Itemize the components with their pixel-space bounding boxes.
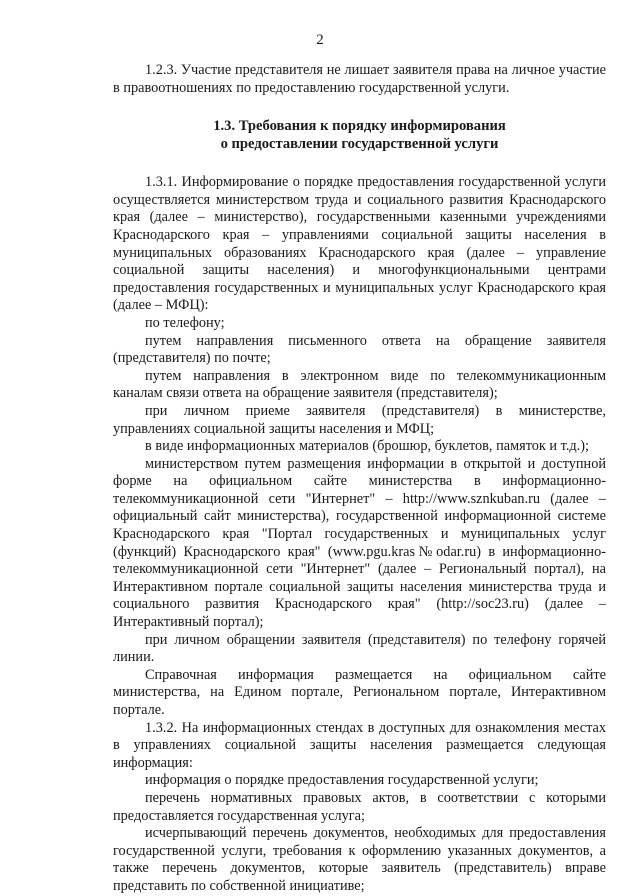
list-item-legal-acts: перечень нормативных правовых актов, в соответствии с которыми предоставляется государственная услуга; [113, 789, 606, 824]
list-item-mail: путем направления письменного ответа на обращение заявителя (представителя) по почте; [113, 332, 606, 367]
page-number: 2 [316, 32, 324, 48]
list-item-materials: в виде информационных материалов (брошюр, буклетов, памяток и т.д.); [145, 438, 589, 455]
paragraph-reference-info: Справочная информация размещается на официальном сайте министерства, на Едином портале, Региональном портале, Интерактивном портале. [113, 666, 606, 718]
paragraph-1-3-2: 1.3.2. На информационных стендах в доступных для ознакомления местах в управлениях социальной защиты населения размещается следующая информация: [113, 719, 606, 771]
section-heading-line-2: о предоставлении государственной услуги [220, 136, 499, 153]
section-heading-line-1: 1.3. Требования к порядку информирования [213, 118, 506, 135]
document-body [113, 62, 606, 896]
paragraph-1-2-3: 1.2.3. Участие представителя не лишает заявителя права на личное участие в правоотношениях по предоставлению государственной услуги. [113, 62, 606, 96]
list-item-documents: исчерпывающий перечень документов, необходимых для предоставления государственной услуги, требования к оформлению указанных документов, а также перечень документов, которые заявитель (представитель) вправе представить по собственной инициативе; [113, 825, 606, 894]
list-item-phone: по телефону; [145, 314, 225, 331]
paragraph-1-3-1: 1.3.1. Информирование о порядке предоставления государственной услуги осуществляется министерством труда и социального развития Краснодарского края (далее – министерство), государственными казенными учреждениями Краснодарского края – управлениями социальной защиты населения в муниципальных образованиях Краснодарского края (далее – управление социальной защиты населения) и многофункциональными центрами предоставления государственных и муниципальных услуг Краснодарского края (далее – МФЦ): [113, 174, 606, 314]
list-item-electronic: путем направления в электронном виде по телекоммуникационным каналам связи ответа на обращение заявителя (представителя); [113, 367, 606, 402]
list-item-websites: министерством путем размещения информации в открытой и доступной форме на официальном сайте министерства в информационно-телекоммуникационной сети "Интернет" – http://www.sznkuban.ru (далее – официальный сайт министерства), государственной информационной системе Краснодарского края "Портал государственных и муниципальных услуг (функций) Краснодарского края" (www.pgu.kras№odar.ru) в информационно-телекоммуникационной сети "Интернет" (далее – Региональный портал), на Интерактивном портале социальной защиты населения министерства труда и социального развития Краснодарского края" (http://soc23.ru) (далее – Интерактивный портал); [113, 455, 606, 631]
list-item-procedure-info: информация о порядке предоставления государственной услуги; [145, 772, 539, 789]
list-item-personal-visit: при личном приеме заявителя (представителя) в министерстве, управлениях социальной защиты населения и МФЦ; [113, 402, 606, 437]
spacer [113, 153, 606, 174]
list-item-hotline: при личном обращении заявителя (представителя) по телефону горячей линии. [113, 631, 606, 666]
spacer [113, 97, 606, 117]
